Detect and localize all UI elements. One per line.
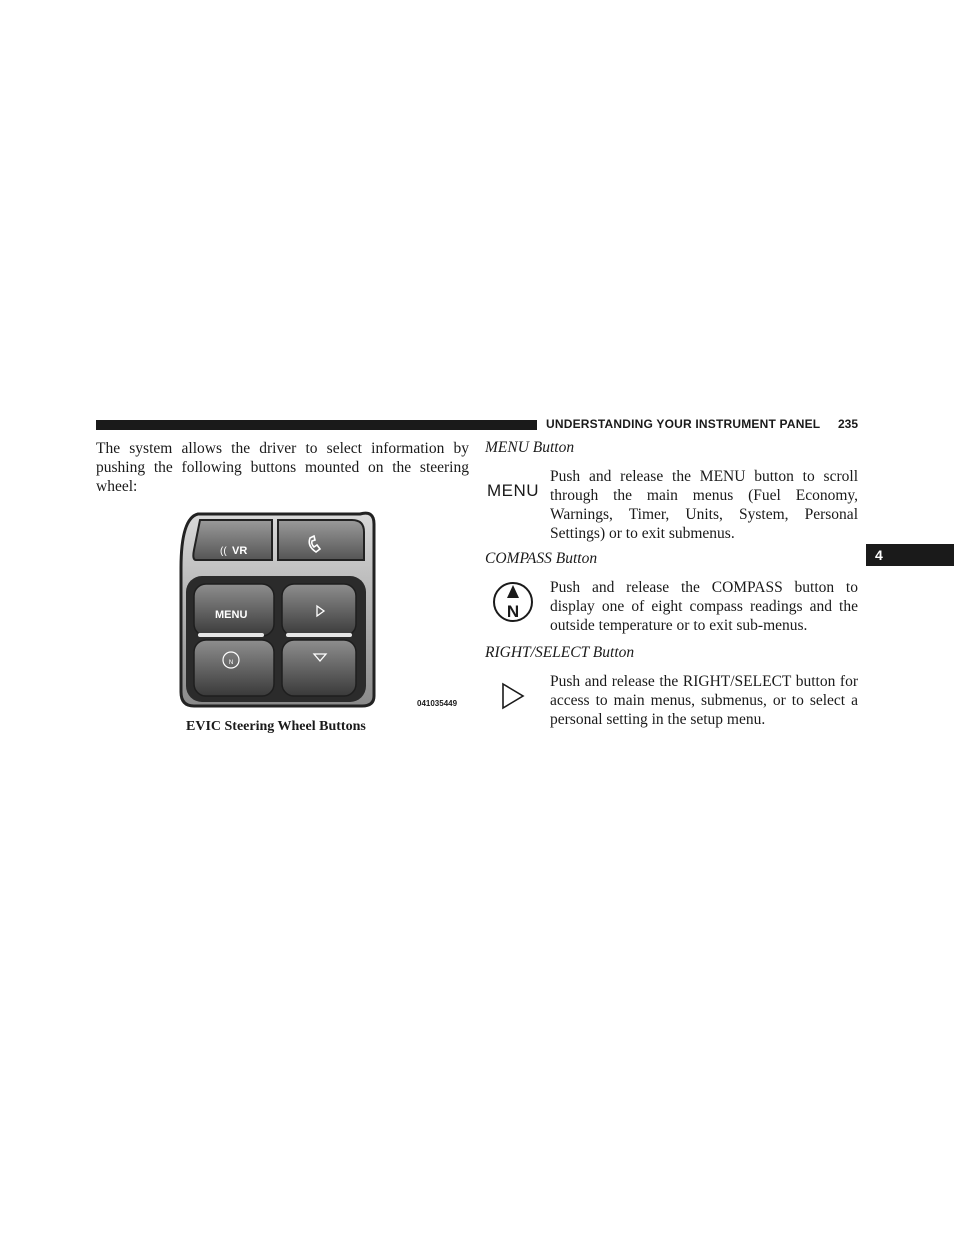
header-rule bbox=[96, 420, 537, 430]
figure-id: 041035449 bbox=[417, 699, 458, 708]
vr-label: VR bbox=[232, 545, 248, 557]
steering-wheel-buttons-figure bbox=[178, 508, 468, 710]
svg-text:((: (( bbox=[220, 546, 227, 557]
right-select-button-description: Push and release the RIGHT/SELECT button for access to main menus, submenus, or to select a personal setting in the setup menu. bbox=[550, 673, 858, 728]
compass-icon-label: N bbox=[506, 602, 520, 621]
menu-button-heading: MENU Button bbox=[485, 439, 575, 456]
compass-icon bbox=[491, 580, 535, 624]
compass-button-description: Push and release the COMPASS button to display one of eight compass readings and the outside temperature or to exit sub-menus. bbox=[550, 579, 858, 634]
right-arrow-icon bbox=[500, 681, 526, 711]
right-select-button-heading: RIGHT/SELECT Button bbox=[485, 644, 635, 661]
compass-n-label: N bbox=[228, 660, 234, 666]
menu-button-description: Push and release the MENU button to scroll through the main menus (Fuel Economy, Warnings, Timer, Units, System, Personal Settings) or to exit submenus. bbox=[550, 468, 858, 542]
chapter-tab[interactable]: 4 bbox=[866, 544, 954, 566]
figure-caption: EVIC Steering Wheel Buttons bbox=[186, 719, 366, 734]
page-number: 235 bbox=[838, 417, 859, 431]
compass-button-heading: COMPASS Button bbox=[485, 550, 598, 567]
menu-text-icon: MENU bbox=[487, 481, 540, 500]
section-title: UNDERSTANDING YOUR INSTRUMENT PANEL bbox=[546, 417, 821, 431]
intro-paragraph: The system allows the driver to select information by pushing the following buttons mounted on the steering wheel: bbox=[96, 440, 469, 495]
menu-button-label: MENU bbox=[215, 609, 248, 621]
steering-wheel-buttons-illustration bbox=[178, 508, 468, 710]
